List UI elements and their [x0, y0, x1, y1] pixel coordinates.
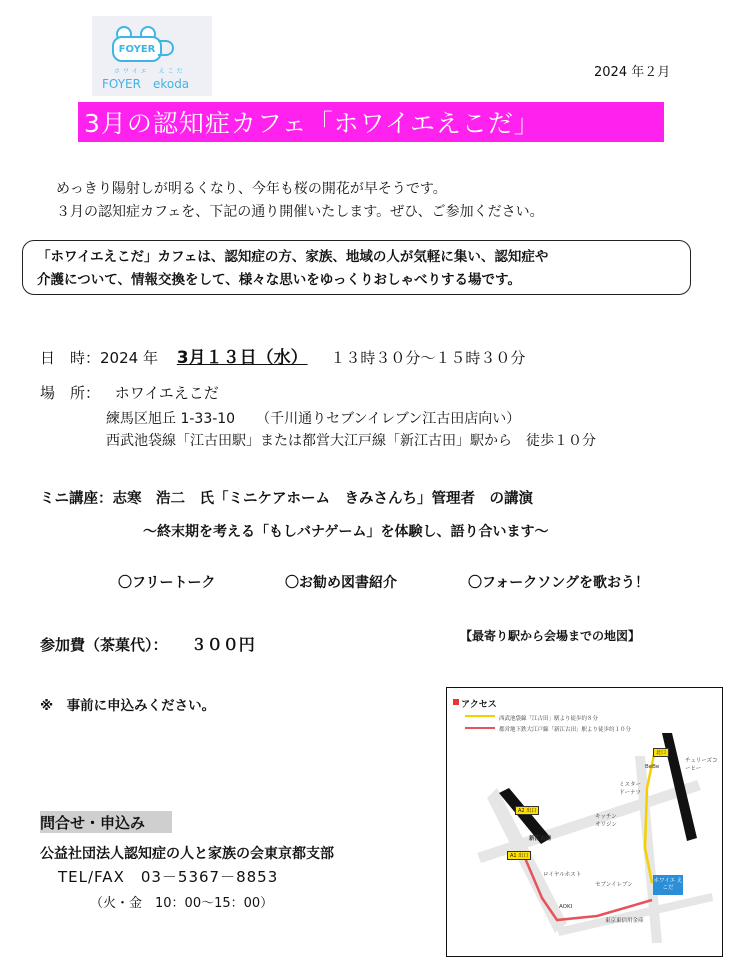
map-cherry: チェリーズコーヒー	[685, 758, 718, 772]
map-a2-exit: A2 出口	[515, 806, 539, 815]
notice-box	[22, 240, 691, 295]
logo-badge: FOYER	[112, 36, 162, 62]
activity-1: 〇フリートーク	[118, 575, 216, 591]
map-origin: オリジン	[595, 822, 617, 828]
schedule-date: 3月１３日（水）	[176, 348, 308, 368]
activity-2: 〇お勧め図書紹介	[285, 575, 397, 591]
venue-name: ホワイエえこだ	[114, 384, 219, 402]
lecture-line: ミニ講座：志寒 浩二 氏「ミニケアホーム きみさんち」管理者 の講演	[40, 491, 533, 507]
venue-row	[40, 382, 219, 403]
intro-line-1: めっきり陽射しが明るくなり、今年も桜の開花が早そうです。	[56, 181, 447, 197]
venue-address: 練馬区旭丘 1-33-10 （千川通りセブンイレブン江古田店向い）	[106, 411, 521, 427]
notice-line-1: 「ホワイエえこだ」カフェは、認知症の方、家族、地域の人が気軽に集い、認知症や	[37, 249, 549, 265]
map-caption: 【最寄り駅から会場までの地図】	[460, 629, 641, 643]
map-mister: ミスター	[619, 782, 642, 788]
venue-label: 場 所：	[40, 384, 101, 402]
venue-access: 西武池袋線「江古田駅」または都営大江戸線「新江古田」駅から 徒歩１０分	[106, 433, 596, 449]
activity-3: 〇フォークソングを歌おう！	[468, 575, 650, 591]
map-royal: ロイヤルホスト	[543, 872, 582, 878]
map-heading: アクセス	[461, 700, 497, 710]
map-destination: ホワイエ えこだ	[653, 875, 683, 895]
map-station: 新江古田	[529, 836, 552, 842]
reservation-note: ※ 事前に申込みください。	[40, 698, 216, 714]
map-legend-yellow: 西武池袋線「江古田」駅より徒歩約８分	[499, 716, 599, 722]
cup-icon	[158, 40, 174, 56]
map-legend-red: 都営地下鉄大江戸線「新江古田」駅より徒歩約１０分	[499, 727, 632, 733]
map-donut: ドーナツ	[619, 790, 641, 796]
map-seven: セブンイレブン	[595, 882, 633, 888]
inquiry-heading: 問合せ・申込み	[40, 811, 172, 833]
map-a1-exit: A1 出口	[507, 851, 531, 860]
map-shinkin: 東京東信用金庫	[605, 918, 644, 924]
inquiry-hours: （火・金 10：00～15：00）	[90, 896, 274, 911]
schedule-row	[40, 343, 525, 368]
access-map	[446, 687, 723, 957]
schedule-time: １３時３０分～１５時３０分	[330, 349, 526, 367]
fee-row	[40, 632, 255, 655]
map-kitchen: キッチン	[595, 814, 617, 820]
map-aoki: AOKI	[559, 904, 573, 910]
intro-line-2: ３月の認知症カフェを、下記の通り開催いたします。ぜひ、ご参加ください。	[56, 204, 544, 220]
inquiry-tel: TEL/FAX 03－5367－8853	[58, 868, 279, 886]
map-north-exit: 北口	[653, 748, 669, 757]
notice-line-2: 介護について、情報交換をして、様々な思いをゆっくりおしゃべりする場です。	[37, 272, 521, 288]
fee-label: 参加費（茶菓代）：	[40, 636, 168, 654]
page-title: 3月の認知症カフェ「ホワイエえこだ」	[78, 102, 664, 142]
fee-value: ３００円	[190, 635, 255, 654]
issue-date: 2024 年２月	[594, 65, 671, 80]
map-bebe: BeBe	[645, 764, 660, 770]
lecture-subtitle: ～終末期を考える「もしバナゲーム」を体験し、語り合います～	[143, 524, 549, 540]
schedule-label: 日 時：	[40, 349, 101, 367]
inquiry-org: 公益社団法人認知症の人と家族の会東京都支部	[40, 846, 334, 862]
logo-name: FOYER ekoda	[102, 77, 190, 91]
logo-kana: ホワイエ えこだ	[114, 68, 186, 75]
schedule-year: 2024 年	[100, 349, 158, 367]
